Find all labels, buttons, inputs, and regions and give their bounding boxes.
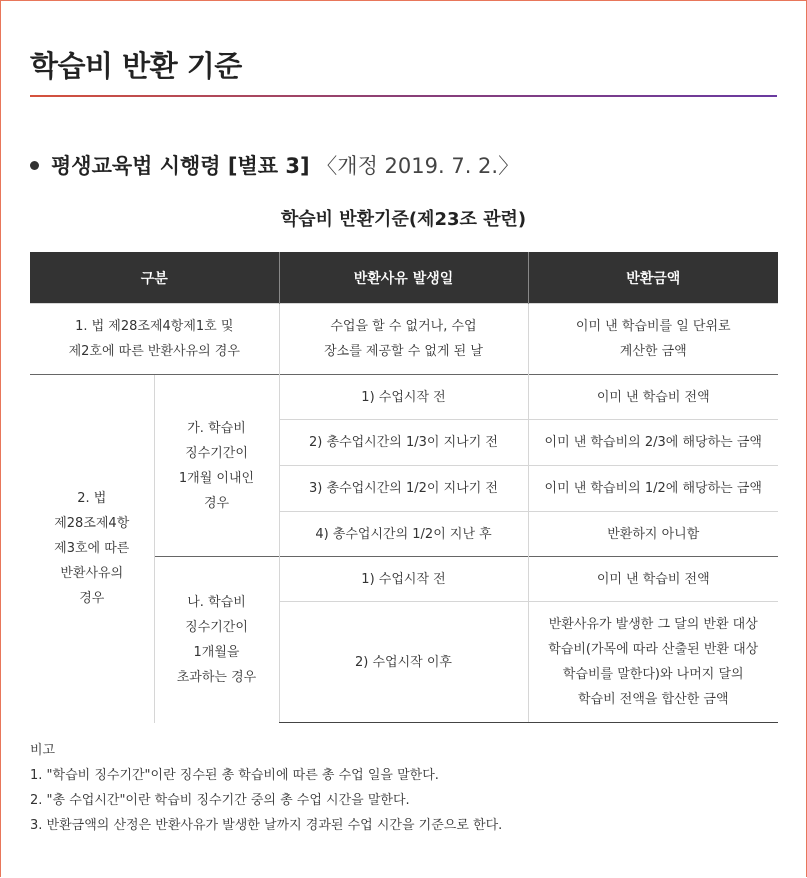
header-occurrence-date: 반환사유 발생일 <box>279 252 528 304</box>
table-caption: 학습비 반환기준(제23조 관련) <box>280 209 527 230</box>
groupA-item1-amount: 이미 낸 학습비 전액 <box>528 375 778 420</box>
table-row <box>30 304 778 375</box>
row1-category: 1. 법 제28조제4항제1호 및 제2호에 따른 반환사유의 경우 <box>30 304 279 375</box>
groupB-item1-date: 1) 수업시작 전 <box>279 557 528 602</box>
title-divider <box>30 95 777 97</box>
groupA-item1-date: 1) 수업시작 전 <box>279 375 528 420</box>
remarks-title: 비고 <box>30 743 56 758</box>
header-category: 구분 <box>30 252 279 304</box>
header-refund-amount: 반환금액 <box>528 252 778 304</box>
refund-table <box>30 252 778 723</box>
groupA-item2-amount: 이미 낸 학습비의 2/3에 해당하는 금액 <box>528 420 778 466</box>
groupA-item4-date: 4) 총수업시간의 1/2이 지난 후 <box>279 512 528 557</box>
groupB-item1-amount: 이미 낸 학습비 전액 <box>528 557 778 602</box>
page-title: 학습비 반환 기준 <box>30 49 242 83</box>
section-law-name: 평생교육법 시행령 [별표 3] <box>51 154 310 178</box>
groupA-label: 가. 학습비 징수기간이 1개월 이내인 경우 <box>154 375 279 557</box>
row2-category: 2. 법 제28조제4항 제3호에 따른 반환사유의 경우 <box>30 375 154 723</box>
groupA-item3-date: 3) 총수업시간의 1/2이 지나기 전 <box>279 466 528 512</box>
groupB-label: 나. 학습비 징수기간이 1개월을 초과하는 경우 <box>154 557 279 723</box>
row1-amount: 이미 낸 학습비를 일 단위로 계산한 금액 <box>528 304 778 375</box>
section-revision-date: 〈개정 2019. 7. 2.〉 <box>316 154 520 178</box>
remark-item: 1. "학습비 징수기간"이란 징수된 총 학습비에 따른 총 수업 일을 말한다. <box>30 768 439 783</box>
groupA-item2-date: 2) 총수업시간의 1/3이 지나기 전 <box>279 420 528 466</box>
section-heading <box>30 150 519 180</box>
remark-item: 3. 반환금액의 산정은 반환사유가 발생한 날까지 경과된 수업 시간을 기준으로 한다. <box>30 818 503 833</box>
remark-item: 2. "총 수업시간"이란 학습비 징수기간 중의 총 수업 시간을 말한다. <box>30 793 410 808</box>
table-row <box>30 375 778 420</box>
remarks <box>30 738 502 838</box>
groupA-item3-amount: 이미 낸 학습비의 1/2에 해당하는 금액 <box>528 466 778 512</box>
groupB-item2-amount: 반환사유가 발생한 그 달의 반환 대상 학습비(가목에 따라 산출된 반환 대상 학습비를 말한다)와 나머지 달의 학습비 전액을 합산한 금액 <box>528 602 778 723</box>
groupB-item2-date: 2) 수업시작 이후 <box>279 602 528 723</box>
groupA-item4-amount: 반환하지 아니함 <box>528 512 778 557</box>
bullet-icon <box>30 161 39 170</box>
table-header-row <box>30 252 778 304</box>
row1-date: 수업을 할 수 없거나, 수업 장소를 제공할 수 없게 된 날 <box>279 304 528 375</box>
